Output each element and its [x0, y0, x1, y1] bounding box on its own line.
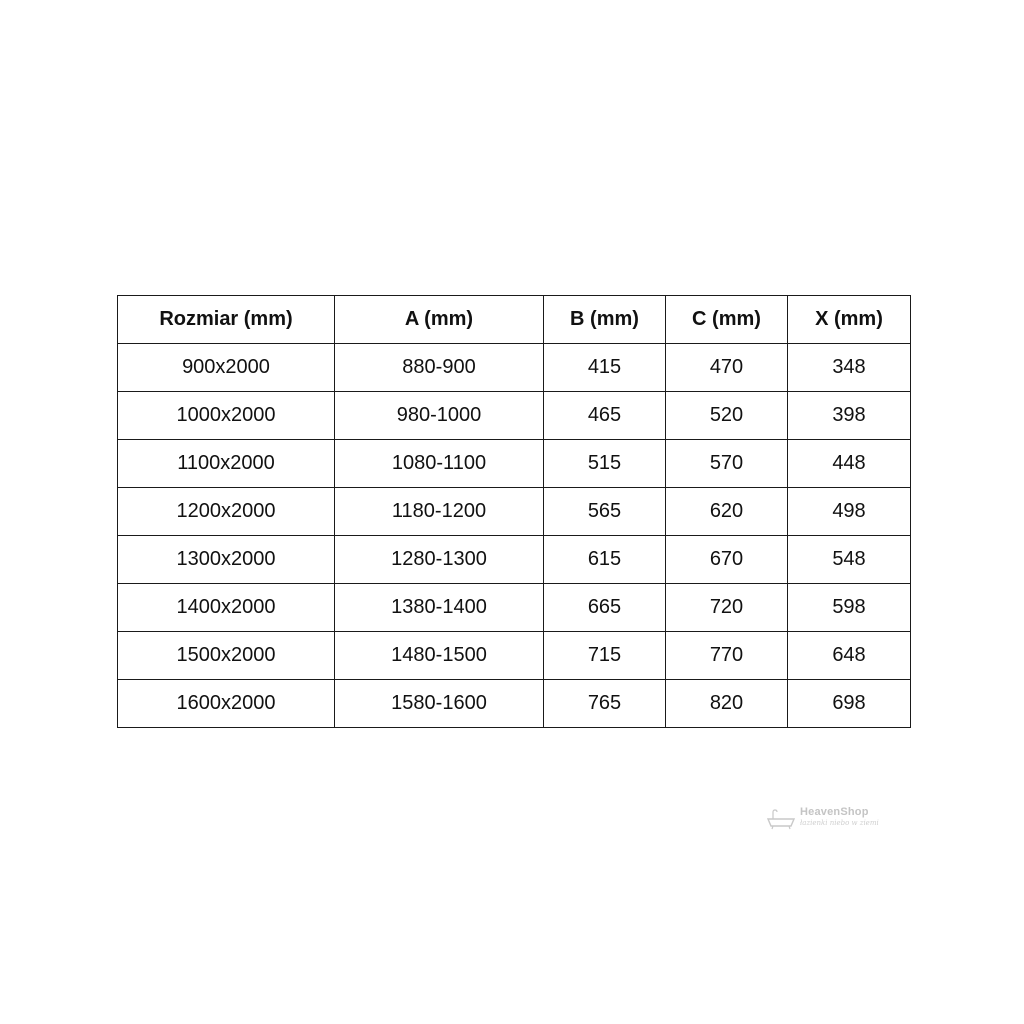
cell-x: 448 [788, 440, 911, 488]
table-header-row [118, 296, 911, 344]
cell-a: 1080-1100 [335, 440, 544, 488]
cell-x: 498 [788, 488, 911, 536]
cell-x: 648 [788, 632, 911, 680]
cell-b: 565 [544, 488, 666, 536]
cell-x: 598 [788, 584, 911, 632]
cell-b: 615 [544, 536, 666, 584]
table-row [118, 680, 911, 728]
table-row [118, 584, 911, 632]
cell-a: 1480-1500 [335, 632, 544, 680]
bathtub-icon [766, 808, 796, 830]
column-header-a: A (mm) [335, 296, 544, 344]
cell-size: 1300x2000 [118, 536, 335, 584]
dimensions-table [117, 295, 911, 728]
column-header-x: X (mm) [788, 296, 911, 344]
cell-a: 1380-1400 [335, 584, 544, 632]
cell-b: 515 [544, 440, 666, 488]
table-row [118, 440, 911, 488]
cell-size: 1600x2000 [118, 680, 335, 728]
cell-size: 1000x2000 [118, 392, 335, 440]
table-row [118, 632, 911, 680]
cell-size: 900x2000 [118, 344, 335, 392]
table-row [118, 488, 911, 536]
cell-a: 880-900 [335, 344, 544, 392]
cell-a: 980-1000 [335, 392, 544, 440]
cell-x: 548 [788, 536, 911, 584]
cell-c: 820 [666, 680, 788, 728]
cell-size: 1200x2000 [118, 488, 335, 536]
cell-x: 348 [788, 344, 911, 392]
table-row [118, 392, 911, 440]
cell-b: 715 [544, 632, 666, 680]
cell-a: 1180-1200 [335, 488, 544, 536]
cell-x: 398 [788, 392, 911, 440]
cell-a: 1580-1600 [335, 680, 544, 728]
cell-c: 470 [666, 344, 788, 392]
cell-size: 1100x2000 [118, 440, 335, 488]
watermark-logo [766, 806, 886, 832]
cell-c: 670 [666, 536, 788, 584]
cell-b: 765 [544, 680, 666, 728]
column-header-b: B (mm) [544, 296, 666, 344]
cell-c: 720 [666, 584, 788, 632]
cell-c: 570 [666, 440, 788, 488]
table-row [118, 536, 911, 584]
table-row [118, 344, 911, 392]
column-header-c: C (mm) [666, 296, 788, 344]
cell-b: 665 [544, 584, 666, 632]
watermark-brand: HeavenShop [800, 806, 869, 818]
cell-a: 1280-1300 [335, 536, 544, 584]
cell-c: 620 [666, 488, 788, 536]
cell-size: 1400x2000 [118, 584, 335, 632]
cell-b: 415 [544, 344, 666, 392]
cell-b: 465 [544, 392, 666, 440]
cell-c: 520 [666, 392, 788, 440]
watermark-tagline: łazienki niebo w ziemi [800, 819, 879, 827]
cell-c: 770 [666, 632, 788, 680]
cell-size: 1500x2000 [118, 632, 335, 680]
cell-x: 698 [788, 680, 911, 728]
column-header-size: Rozmiar (mm) [118, 296, 335, 344]
